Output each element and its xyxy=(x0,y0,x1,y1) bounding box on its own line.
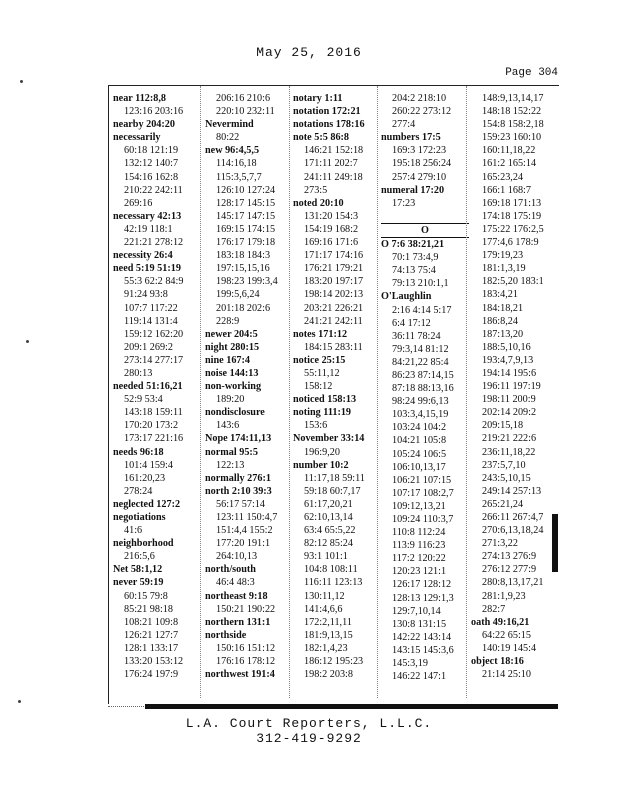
index-reference: 140:19 145:4 xyxy=(482,642,537,654)
index-reference: 186:8,24 xyxy=(482,315,518,327)
index-reference: 59:18 60:7,17 xyxy=(304,485,361,497)
index-reference: 257:4 279:10 xyxy=(392,171,447,183)
index-column-4 xyxy=(381,92,469,683)
index-reference: 183:18 184:3 xyxy=(216,250,271,262)
index-term: Net 58:1,12 xyxy=(113,564,163,576)
index-reference: 126:10 127:24 xyxy=(216,184,276,196)
index-reference: 80:22 xyxy=(216,132,240,144)
index-reference: 42:19 118:1 xyxy=(124,223,173,235)
index-reference: 130:11,12 xyxy=(304,590,345,602)
index-reference: 151:4,4 155:2 xyxy=(216,525,273,537)
index-reference: 141:4,6,6 xyxy=(304,603,343,615)
index-term: north/south xyxy=(205,564,256,576)
index-term: new 96:4,5,5 xyxy=(205,145,260,157)
index-term: near 112:8,8 xyxy=(113,93,167,104)
index-reference: 179:19,23 xyxy=(482,250,524,262)
index-reference: 271:3,22 xyxy=(482,538,518,550)
index-reference: 182:5,20 183:1 xyxy=(482,276,544,288)
index-reference: 196:9,20 xyxy=(304,446,340,458)
index-reference: 183:20 197:17 xyxy=(304,276,364,288)
index-reference: 193:4,7,9,13 xyxy=(482,354,534,366)
page-number: Page 304 xyxy=(505,67,558,79)
index-reference: 175:22 176:2,5 xyxy=(482,223,544,235)
scan-speck xyxy=(26,340,29,343)
index-term: nearby 204:20 xyxy=(113,119,175,131)
index-reference: 165:23,24 xyxy=(482,171,524,183)
index-reference: 176:16 178:12 xyxy=(216,656,276,668)
index-reference: 195:18 256:24 xyxy=(392,158,452,170)
bottom-rule xyxy=(145,704,558,709)
index-reference: 60:18 121:19 xyxy=(124,145,179,157)
index-reference: 52:9 53:4 xyxy=(124,394,163,406)
index-term: north 2:10 39:3 xyxy=(205,485,272,497)
index-reference: 106:10,13,17 xyxy=(392,461,446,473)
index-reference: 110:8 112:24 xyxy=(392,527,446,539)
index-term: noticed 158:13 xyxy=(293,394,357,406)
index-reference: 221:21 278:12 xyxy=(124,237,184,249)
index-term: numbers 17:5 xyxy=(381,132,441,144)
index-reference: 183:4,21 xyxy=(482,289,518,301)
index-term: needed 51:16,21 xyxy=(113,381,183,393)
column-divider xyxy=(466,86,468,698)
index-term: note 5:5 86:8 xyxy=(293,132,350,144)
index-reference: 11:17,18 59:11 xyxy=(304,472,365,484)
index-reference: 161:20,23 xyxy=(124,472,166,484)
index-reference: 153:6 xyxy=(304,420,328,432)
index-reference: 186:12 195:23 xyxy=(304,656,364,668)
index-term: need 5:19 51:19 xyxy=(113,263,181,275)
index-reference: 274:13 276:9 xyxy=(482,551,537,563)
index-term: normally 276:1 xyxy=(205,472,271,484)
index-reference: 166:1 168:7 xyxy=(482,184,531,196)
index-reference: 194:14 195:6 xyxy=(482,367,537,379)
index-reference: 273:14 277:17 xyxy=(124,354,184,366)
index-column-1 xyxy=(113,92,201,681)
index-reference: 196:11 197:19 xyxy=(482,381,541,393)
index-reference: 79:3,14 81:12 xyxy=(392,343,449,355)
index-reference: 128:13 129:1,3 xyxy=(392,592,454,604)
index-reference: 55:11,12 xyxy=(304,367,340,379)
index-reference: 177:20 191:1 xyxy=(216,538,271,550)
index-reference: 174:18 175:19 xyxy=(482,210,542,222)
index-reference: 237:5,7,10 xyxy=(482,459,526,471)
index-reference: 132:12 140:7 xyxy=(124,158,179,170)
index-reference: 103:24 104:2 xyxy=(392,422,447,434)
index-reference: 70:1 73:4,9 xyxy=(392,252,439,264)
column-divider xyxy=(289,86,291,698)
index-term: Nope 174:11,13 xyxy=(205,433,272,445)
index-reference: 201:18 202:6 xyxy=(216,302,271,314)
index-reference: 106:21 107:15 xyxy=(392,474,452,486)
index-reference: 159:12 162:20 xyxy=(124,328,184,340)
index-reference: 219:21 222:6 xyxy=(482,433,537,445)
index-term: northwest 191:4 xyxy=(205,669,275,681)
index-reference: 143:18 159:11 xyxy=(124,407,183,419)
index-reference: 109:24 110:3,7 xyxy=(392,514,454,525)
index-reference: 170:20 173:2 xyxy=(124,420,179,432)
scan-speck xyxy=(20,80,23,83)
index-reference: 146:22 147:1 xyxy=(392,671,447,683)
index-reference: 169:3 172:23 xyxy=(392,145,447,157)
index-reference: 270:6,13,18,24 xyxy=(482,525,544,537)
index-reference: 129:7,10,14 xyxy=(392,605,441,617)
index-term: northside xyxy=(205,629,247,641)
index-reference: 202:14 209:2 xyxy=(482,407,537,419)
index-reference: 46:4 48:3 xyxy=(216,577,255,589)
index-term: noise 144:13 xyxy=(205,367,259,379)
index-reference: 148:18 152:22 xyxy=(482,106,542,118)
column-divider xyxy=(377,86,379,698)
index-reference: 122:13 xyxy=(216,459,245,471)
index-reference: 216:5,6 xyxy=(124,551,155,563)
index-reference: 114:16,18 xyxy=(216,158,257,170)
index-reference: 236:11,18,22 xyxy=(482,446,536,458)
index-reference: 17:23 xyxy=(392,197,416,209)
index-term: notice 25:15 xyxy=(293,354,346,366)
index-reference: 187:13,20 xyxy=(482,328,524,340)
index-term: never 59:19 xyxy=(113,577,164,589)
index-frame xyxy=(108,85,559,704)
index-reference: 181:1,3,19 xyxy=(482,263,526,275)
index-reference: 133:20 153:12 xyxy=(124,656,184,668)
index-term: newer 204:5 xyxy=(205,328,258,340)
index-reference: 113:9 116:23 xyxy=(392,540,446,552)
index-reference: 264:10,13 xyxy=(216,551,258,563)
index-reference: 280:13 xyxy=(124,367,153,379)
index-reference: 64:22 65:15 xyxy=(482,629,531,641)
index-term: neighborhood xyxy=(113,538,174,550)
index-term: normal 95:5 xyxy=(205,446,258,458)
index-reference: 109:12,13,21 xyxy=(392,500,446,512)
index-reference: 154:8 158:2,18 xyxy=(482,119,544,131)
index-reference: 241:11 249:18 xyxy=(304,171,363,183)
index-reference: 204:2 218:10 xyxy=(392,93,447,104)
index-reference: 199:5,6,24 xyxy=(216,289,260,301)
index-reference: 277:4 xyxy=(392,119,416,131)
index-reference: 63:4 65:5,22 xyxy=(304,525,356,537)
index-term: object 18:16 xyxy=(471,656,524,668)
index-reference: 6:4 17:12 xyxy=(392,317,431,329)
index-reference: 171:17 174:16 xyxy=(304,250,364,262)
index-reference: 169:18 171:13 xyxy=(482,197,542,209)
index-reference: 160:11,18,22 xyxy=(482,145,536,157)
index-reference: 150:16 151:12 xyxy=(216,642,276,654)
index-reference: 154:19 168:2 xyxy=(304,223,359,235)
index-term: O 7:6 38:21,21 xyxy=(381,237,469,251)
index-reference: 21:14 25:10 xyxy=(482,669,531,681)
index-reference: 266:11 267:4,7 xyxy=(482,512,544,523)
scan-speck xyxy=(18,700,21,703)
index-reference: 169:15 174:15 xyxy=(216,223,276,235)
index-reference: 176:21 179:21 xyxy=(304,263,364,275)
index-term: O'Laughlin xyxy=(381,291,432,303)
index-reference: 206:16 210:6 xyxy=(216,93,271,104)
index-term: notes 171:12 xyxy=(293,328,348,340)
index-term: noted 20:10 xyxy=(293,197,344,209)
index-reference: 86:23 87:14,15 xyxy=(392,369,454,381)
index-reference: 84:21,22 85:4 xyxy=(392,356,449,368)
index-term: notary 1:11 xyxy=(293,93,343,104)
index-column-3 xyxy=(293,92,381,681)
index-reference: 159:23 160:10 xyxy=(482,132,542,144)
index-reference: 177:4,6 178:9 xyxy=(482,237,539,249)
index-reference: 108:21 109:8 xyxy=(124,616,179,628)
index-reference: 265:21,24 xyxy=(482,498,524,510)
index-reference: 173:17 221:16 xyxy=(124,433,184,445)
index-reference xyxy=(381,210,469,223)
index-reference: 189:20 xyxy=(216,394,245,406)
index-reference: 93:1 101:1 xyxy=(304,551,348,563)
index-reference: 2:16 4:14 5:17 xyxy=(392,304,452,316)
index-reference: 172:2,11,11 xyxy=(304,616,352,628)
index-column-5 xyxy=(471,92,559,681)
index-reference: 107:17 108:2,7 xyxy=(392,487,454,499)
index-reference: 241:21 242:11 xyxy=(304,315,363,327)
index-reference: 117:2 120:22 xyxy=(392,553,446,565)
index-reference: 145:3,19 xyxy=(392,658,428,670)
index-reference: 104:8 108:11 xyxy=(304,564,358,576)
index-term: negotiations xyxy=(113,512,166,523)
index-reference: 128:17 145:15 xyxy=(216,197,276,209)
index-reference: 188:5,10,16 xyxy=(482,341,531,353)
index-reference: 243:5,10,15 xyxy=(482,472,531,484)
index-reference: 269:16 xyxy=(124,197,153,209)
index-reference: 209:15,18 xyxy=(482,420,524,432)
index-reference: 131:20 154:3 xyxy=(304,210,359,222)
index-reference: 209:1 269:2 xyxy=(124,341,173,353)
index-reference: 276:12 277:9 xyxy=(482,564,537,576)
index-term: nondisclosure xyxy=(205,407,265,419)
index-term: night 280:15 xyxy=(205,341,260,353)
column-divider xyxy=(200,86,202,698)
index-term: number 10:2 xyxy=(293,459,349,471)
index-term: northeast 9:18 xyxy=(205,590,268,602)
index-term: oath 49:16,21 xyxy=(471,616,530,628)
index-reference: 56:17 57:14 xyxy=(216,498,265,510)
footer-phone: 312-419-9292 xyxy=(256,731,362,746)
index-term: November 33:14 xyxy=(293,433,365,445)
index-reference: 123:16 203:16 xyxy=(124,106,184,118)
index-reference: 197:15,15,16 xyxy=(216,263,270,275)
index-reference: 198:2 203:8 xyxy=(304,669,353,681)
index-reference: 198:23 199:3,4 xyxy=(216,276,278,288)
index-reference: 278:24 xyxy=(124,485,153,497)
index-reference: 103:3,4,15,19 xyxy=(392,409,449,421)
footer-company: L.A. Court Reporters, L.L.C. xyxy=(185,716,433,731)
bottom-rule-dotted xyxy=(108,706,144,708)
index-reference: 116:11 123:13 xyxy=(304,577,363,589)
index-reference: 82:12 85:24 xyxy=(304,538,353,550)
index-reference: 87:18 88:13,16 xyxy=(392,383,454,395)
index-term: non-working xyxy=(205,381,262,393)
index-reference: 79:13 210:1,1 xyxy=(392,278,449,290)
index-reference: 101:4 159:4 xyxy=(124,459,173,471)
index-reference: 203:21 226:21 xyxy=(304,302,364,314)
index-reference: 158:12 xyxy=(304,381,333,393)
index-column-2 xyxy=(205,92,293,681)
index-reference: 150:21 190:22 xyxy=(216,603,276,615)
index-reference: 130:8 131:15 xyxy=(392,618,447,630)
index-reference: 143:15 145:3,6 xyxy=(392,644,454,656)
index-term: necessarily xyxy=(113,132,161,144)
index-reference: 273:5 xyxy=(304,184,328,196)
index-reference: 220:10 232:11 xyxy=(216,106,275,118)
index-reference: 198:14 202:13 xyxy=(304,289,364,301)
index-reference: 184:18,21 xyxy=(482,302,524,314)
index-reference: 126:17 128:12 xyxy=(392,579,452,591)
index-reference: 146:21 152:18 xyxy=(304,145,364,157)
index-reference: 120:23 121:1 xyxy=(392,566,447,578)
index-reference: 85:21 98:18 xyxy=(124,603,173,615)
index-term: notation 172:21 xyxy=(293,106,361,118)
index-reference: 98:24 99:6,13 xyxy=(392,396,449,408)
index-reference: 36:11 78:24 xyxy=(392,330,441,342)
index-reference: 184:15 283:11 xyxy=(304,341,363,353)
index-reference: 143:6 xyxy=(216,420,240,432)
index-term: northern 131:1 xyxy=(205,616,271,628)
index-reference: 41:6 xyxy=(124,525,143,537)
index-reference: 280:8,13,17,21 xyxy=(482,577,544,589)
index-reference: 148:9,13,14,17 xyxy=(482,93,544,104)
index-reference: 281:1,9,23 xyxy=(482,590,526,602)
scan-mark xyxy=(552,514,558,572)
index-term: necessity 26:4 xyxy=(113,250,173,262)
index-reference: 210:22 242:11 xyxy=(124,184,183,196)
index-term: Nevermind xyxy=(205,119,254,131)
index-reference: 105:24 106:5 xyxy=(392,448,447,460)
index-reference: 126:21 127:7 xyxy=(124,629,179,641)
index-reference: 74:13 75:4 xyxy=(392,265,436,277)
index-reference: 154:16 162:8 xyxy=(124,171,179,183)
index-term: notations 178:16 xyxy=(293,119,365,131)
index-reference: 119:14 131:4 xyxy=(124,315,178,327)
index-reference: 104:21 105:8 xyxy=(392,435,447,447)
index-reference: 260:22 273:12 xyxy=(392,106,452,118)
index-term: numeral 17:20 xyxy=(381,184,445,196)
index-reference: 142:22 143:14 xyxy=(392,631,452,643)
index-term: noting 111:19 xyxy=(293,407,352,419)
index-reference: 181:9,13,15 xyxy=(304,629,353,641)
index-reference: 161:2 165:14 xyxy=(482,158,537,170)
index-reference: 128:1 133:17 xyxy=(124,642,179,654)
index-reference: 182:1,4,23 xyxy=(304,642,348,654)
index-reference: 198:11 200:9 xyxy=(482,394,536,406)
index-reference: 228:9 xyxy=(216,315,240,327)
index-reference: 176:17 179:18 xyxy=(216,237,276,249)
index-reference: 91:24 93:8 xyxy=(124,289,168,301)
index-reference: 176:24 197:9 xyxy=(124,669,179,681)
index-term: needs 96:18 xyxy=(113,446,164,458)
index-reference: 55:3 62:2 84:9 xyxy=(124,276,184,288)
index-reference: 123:11 150:4,7 xyxy=(216,512,278,523)
index-reference: 115:3,5,7,7 xyxy=(216,171,262,183)
index-reference: 171:11 202:7 xyxy=(304,158,358,170)
index-term: necessary 42:13 xyxy=(113,210,182,222)
transcript-date: May 25, 2016 xyxy=(256,45,362,60)
index-reference: 62:10,13,14 xyxy=(304,512,353,523)
index-reference: 145:17 147:15 xyxy=(216,210,276,222)
index-reference: 107:7 117:22 xyxy=(124,302,178,314)
index-term: nine 167:4 xyxy=(205,354,250,366)
index-reference: 60:15 79:8 xyxy=(124,590,168,602)
index-term: neglected 127:2 xyxy=(113,498,181,510)
index-reference: 249:14 257:13 xyxy=(482,485,542,497)
index-reference: 169:16 171:6 xyxy=(304,237,359,249)
index-reference: 282:7 xyxy=(482,603,506,615)
index-reference: 61:17,20,21 xyxy=(304,498,353,510)
index-term: O xyxy=(381,223,469,237)
